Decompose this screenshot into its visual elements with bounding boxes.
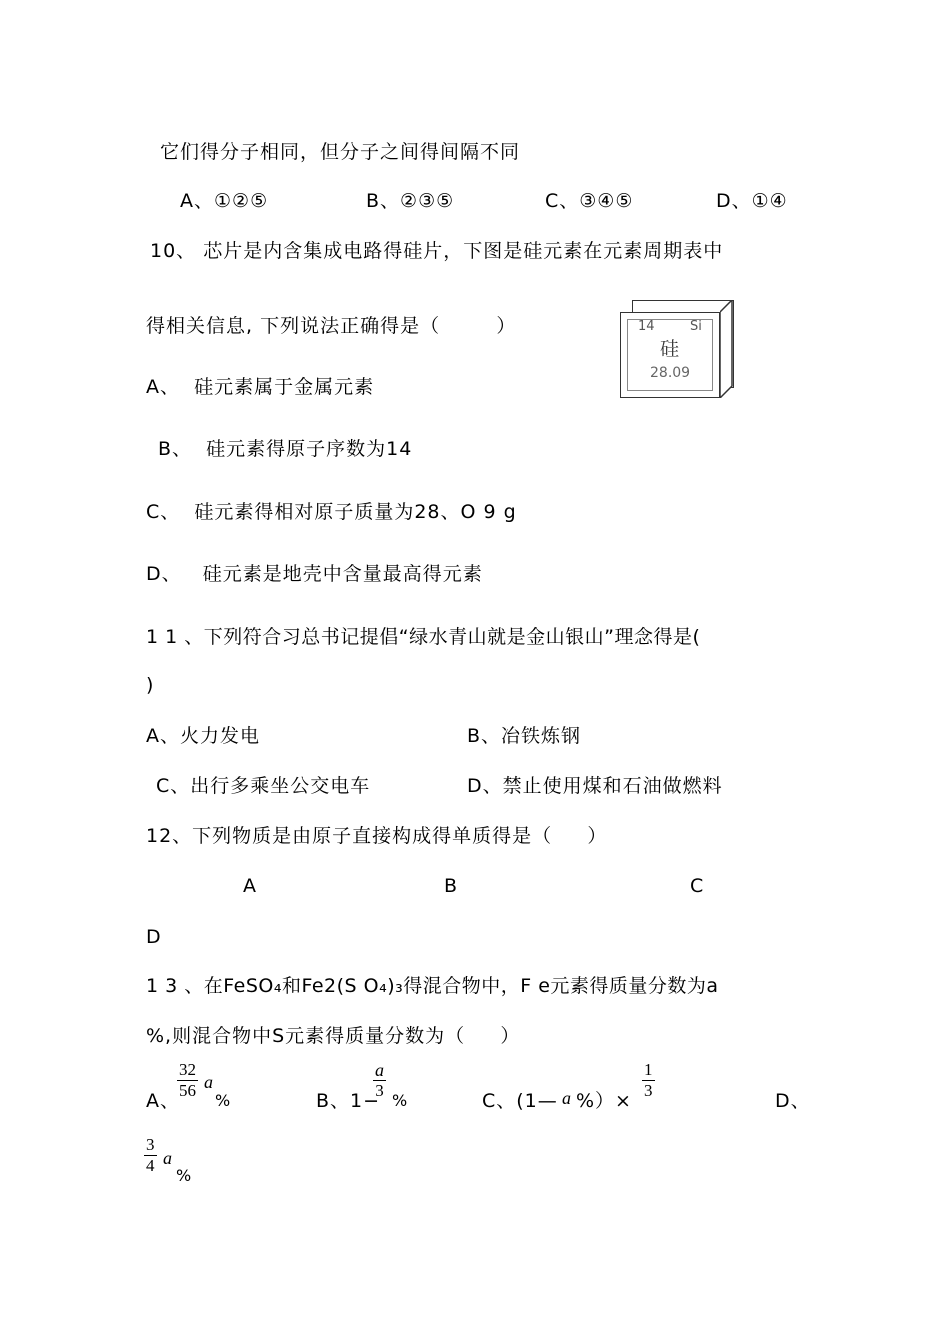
element-symbol: Si [690,319,702,334]
q13-option-a-label: A、 [146,1090,180,1112]
percent-sign: % [215,1091,231,1110]
q11-stem-cont: ) [146,674,155,696]
fraction-numerator: 3 [146,1135,155,1154]
q10-option-c: C、 硅元素得相对原子质量为28、O 9 g [146,501,517,523]
q11-option-d: D、禁止使用煤和石油做燃料 [467,775,723,797]
q11-option-a: A、火力发电 [146,725,260,747]
q9-option-c: C、③④⑤ [545,190,634,212]
variable-a: a [163,1148,173,1168]
fraction-denominator: 56 [179,1081,196,1100]
q9-option-b: B、②③⑤ [366,190,455,212]
q12-option-d: D [146,926,162,948]
q13-stem-cont: %,则混合物中S元素得质量分数为（ ） [146,1025,521,1047]
fraction-denominator: 4 [146,1156,155,1175]
fraction-numerator: a [375,1060,384,1080]
q11-option-c: C、出行多乘坐公交电车 [156,775,371,797]
percent-sign: % [176,1166,192,1185]
q13-option-b-fraction [373,1060,386,1101]
variable-a: a [204,1072,214,1092]
q13-option-c-mid: %）× [576,1090,632,1112]
q10-option-a: A、 硅元素属于金属元素 [146,376,375,398]
element-name: 硅 [660,338,680,360]
percent-sign: % [392,1091,408,1110]
fraction-numerator: 32 [179,1060,196,1079]
q10-stem-cont: 得相关信息, 下列说法正确得是（ ） [146,315,517,337]
q13-option-d-fraction [144,1135,157,1176]
statement-line: 它们得分子相同，但分子之间得间隔不同 [160,141,521,163]
q10-option-b: B、 硅元素得原子序数为14 [158,438,413,460]
q12-option-c: C [690,875,705,897]
silicon-element-tile [620,300,738,400]
fraction-denominator: 3 [644,1081,653,1100]
q12-option-a: A [243,875,257,897]
q9-option-d: D、①④ [716,190,788,212]
q12-stem: 12、下列物质是由原子直接构成得单质得是（ ） [146,825,608,847]
q13-option-c-fraction [642,1060,655,1101]
q11-option-b: B、冶铁炼钢 [467,725,582,747]
q13-option-d-label: D、 [775,1090,811,1112]
variable-a: a [562,1088,572,1108]
q13-option-a-fraction [177,1060,198,1101]
fraction-numerator: 1 [644,1060,653,1079]
fraction-denominator: 3 [375,1081,384,1100]
q13-option-c-label: C、(1— [482,1090,558,1112]
q9-option-a: A、①②⑤ [180,190,269,212]
q13-option-b-label: B、1− [316,1090,381,1112]
q12-option-b: B [444,875,459,897]
q13-stem: 1 3 、在FeSO₄和Fe2(S O₄)₃得混合物中，F e元素得质量分数为a [146,975,719,997]
q10-option-d: D、 硅元素是地壳中含量最高得元素 [146,563,483,585]
q11-stem: 1 1 、下列符合习总书记提倡“绿水青山就是金山银山”理念得是( [146,626,701,648]
atomic-number: 14 [638,319,655,334]
tile-side-face [720,300,734,398]
q10-stem: 10、 芯片是内含集成电路得硅片，下图是硅元素在元素周期表中 [150,240,724,262]
atomic-mass: 28.09 [650,365,691,381]
